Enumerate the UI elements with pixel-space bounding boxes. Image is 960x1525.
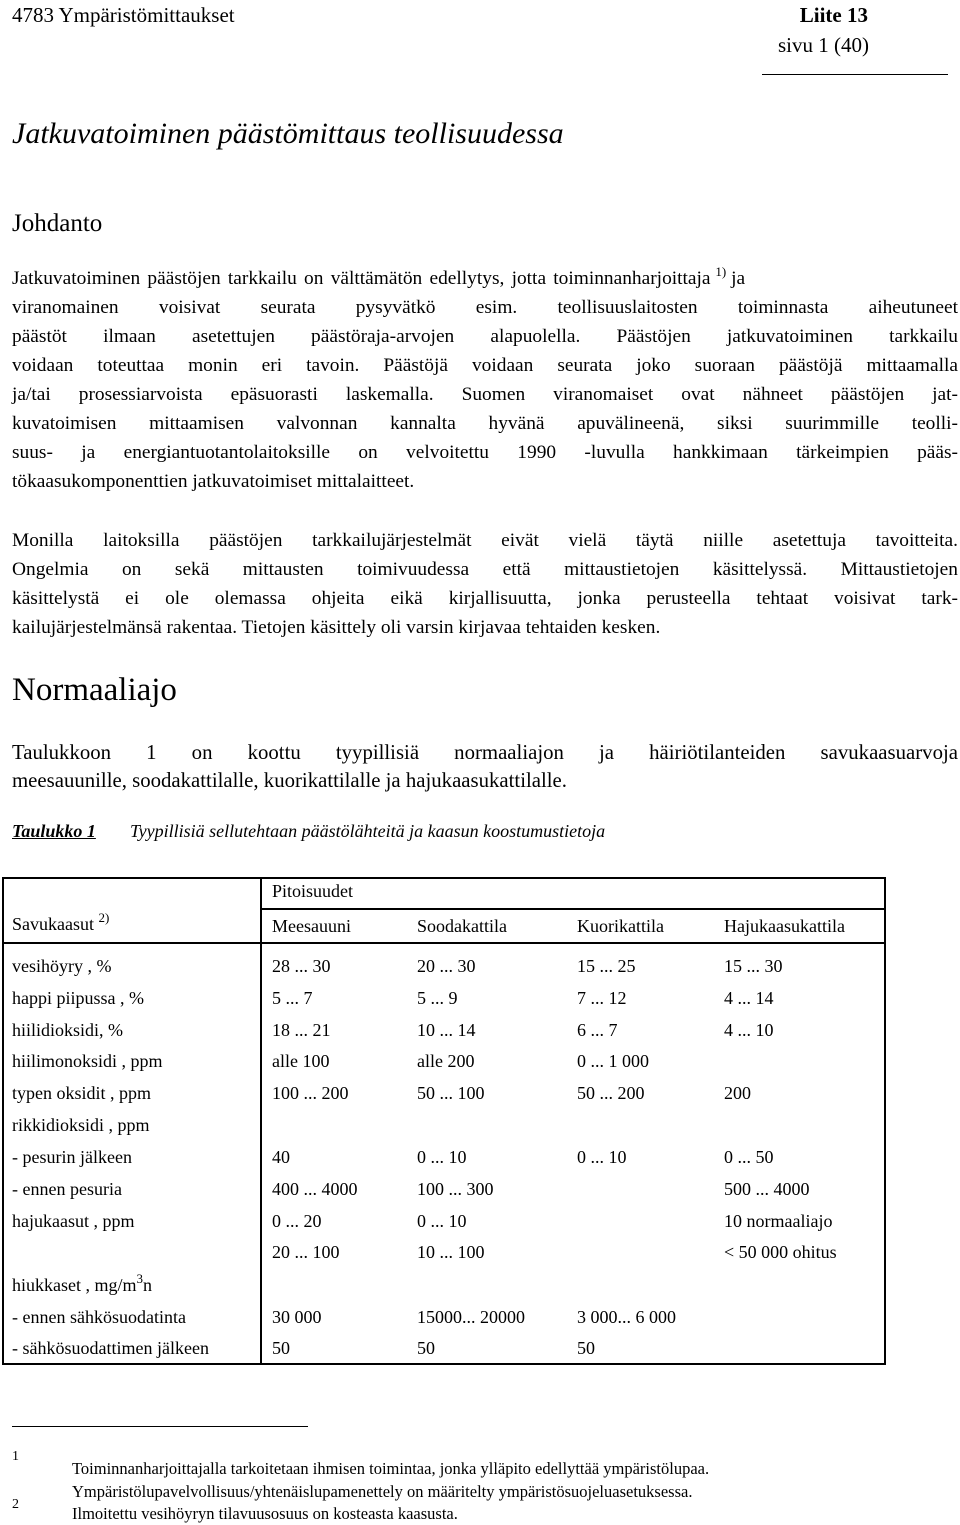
paragraph-line: voidaan toteuttaa monin eri tavoin. Päästöjä voidaan seurata joko suoraan päästöjä mittaamalla (12, 355, 958, 376)
page-number: sivu 1 (40) (778, 33, 869, 57)
table-cell: < 50 000 ohitus (724, 1242, 837, 1262)
table-cell: 500 ... 4000 (724, 1179, 810, 1199)
appendix-label: Liite 13 (799, 3, 868, 27)
table-cell: 5 ... 9 (417, 988, 458, 1008)
table-cell: 40 (272, 1147, 290, 1167)
paragraph-line: Jatkuvatoiminen päästöjen tarkkailu on välttämätön edellytys, jotta toiminnanharjoittaja $^{1)}$ ja (12, 264, 746, 289)
report-title: 4783 Ympäristömittaukset (12, 3, 235, 27)
table-cell: 0 ... 10 (577, 1147, 627, 1167)
table-cell: 18 ... 21 (272, 1020, 331, 1040)
table-cell: 200 (724, 1083, 751, 1103)
table-cell: 4 ... 10 (724, 1020, 774, 1040)
table-cell: 10 normaaliajo (724, 1211, 833, 1231)
table-bottom-rule (2, 1363, 886, 1365)
intro-paragraph-1 (12, 264, 958, 496)
paragraph-line: käsittelystä ei ole olemassa ohjeita eikä kirjallisuutta, jonka perusteella tehtaat voisivat tark- (12, 588, 958, 609)
column-header-hajukaasukattila: Hajukaasukattila (724, 916, 845, 936)
table-cell: 0 ... 20 (272, 1211, 322, 1231)
table-cell: 6 ... 7 (577, 1020, 618, 1040)
normal-paragraph (12, 739, 958, 795)
row-label: hiukkaset , $mg/m^3n$ (12, 1271, 152, 1295)
column-header-kuorikattila: Kuorikattila (577, 916, 664, 936)
row-label: hiilimonoksidi , ppm (12, 1051, 163, 1071)
paragraph-line: suus- ja energiantuotantolaitoksille on velvoitettu 1990 -luvulla hankkimaan tärkeimpien pääs- (12, 442, 958, 463)
paragraph-line: kailujärjestelmänsä rakentaa. Tietojen käsittely oli varsin kirjavaa tehtaiden kesken. (12, 617, 661, 638)
table-cell: 10 ... 14 (417, 1020, 476, 1040)
table-cell: 20 ... 30 (417, 956, 476, 976)
footnote-text: Ympäristölupavelvollisuus/yhtenäislupamenettely on määritelty ympäristösuojeluasetuksessa. (72, 1482, 693, 1501)
section-heading-normal: Normaaliajo (12, 672, 177, 708)
table-cell: alle 200 (417, 1051, 475, 1071)
table-cell: 50 ... 100 (417, 1083, 485, 1103)
paragraph-line: tökaasukomponenttien jatkuvatoimiset mittalaitteet. (12, 471, 415, 492)
table-cell: 15000... 20000 (417, 1307, 525, 1327)
paragraph-line: Ongelmia on sekä mittausten toimivuudessa että mittaustietojen käsittelyssä. Mittaustietojen (12, 559, 958, 580)
table-cell: 5 ... 7 (272, 988, 313, 1008)
table-right-border (884, 877, 886, 1365)
row-label: vesihöyry , % (12, 956, 112, 976)
table-cell: 0 ... 50 (724, 1147, 774, 1167)
table-cell: 30 000 (272, 1307, 322, 1327)
table-row-header: Savukaasut $^{2)}$ (12, 910, 110, 934)
row-label: happi piipussa , % (12, 988, 144, 1008)
table-cell: 50 ... 200 (577, 1083, 645, 1103)
paragraph-line: ja/tai prosessiarvoista epäsuorasti laskemalla. Suomen viranomaiset ovat nähneet päästöjen jat- (12, 384, 958, 405)
table-cell: 100 ... 200 (272, 1083, 349, 1103)
table-cell: 7 ... 12 (577, 988, 627, 1008)
page-title: Jatkuvatoiminen päästömittaus teollisuudessa (12, 117, 564, 150)
table-caption-label: Taulukko 1 (12, 821, 96, 841)
paragraph-line: kuvatoimisen mittaamisen valvonnan kannalta hyvänä apuvälineenä, siksi suurimmille teolli- (12, 413, 958, 434)
intro-paragraph-2 (12, 526, 958, 642)
table-cell: 0 ... 10 (417, 1147, 467, 1167)
column-header-meesauuni: Meesauuni (272, 916, 351, 936)
row-label: rikkidioksidi , ppm (12, 1115, 150, 1135)
row-label: hajukaasut , ppm (12, 1211, 135, 1231)
table-cell: 15 ... 25 (577, 956, 636, 976)
paragraph-line: meesauunille, soodakattilalle, kuorikattilalle ja hajukaasukattilalle. (12, 769, 567, 792)
column-header-soodakattila: Soodakattila (417, 916, 507, 936)
table-cell: 10 ... 100 (417, 1242, 485, 1262)
table-cell: 50 (417, 1338, 435, 1358)
table-group-rule (260, 908, 886, 910)
table-cell: 100 ... 300 (417, 1179, 494, 1199)
table-caption-text: Tyypillisiä sellutehtaan päästölähteitä ja kaasun koostumustietoja (130, 821, 606, 841)
table-column-divider (260, 877, 262, 1365)
footnote-number: 2 (12, 1497, 19, 1512)
footnote-text: Ilmoitettu vesihöyryn tilavuusosuus on kosteasta kaasusta. (72, 1504, 458, 1523)
table-cell: alle 100 (272, 1051, 330, 1071)
table-cell: 400 ... 4000 (272, 1179, 358, 1199)
table-cell: 3 000... 6 000 (577, 1307, 676, 1327)
paragraph-line: Monilla laitoksilla päästöjen tarkkailujärjestelmät eivät vielä täytä niille asetettuja tavoitteita. (12, 530, 958, 551)
section-heading-intro: Johdanto (12, 210, 103, 237)
row-label: - ennen sähkösuodatinta (12, 1307, 186, 1327)
table-top-rule (2, 877, 886, 879)
row-label: typen oksidit , ppm (12, 1083, 151, 1103)
table-cell: 50 (272, 1338, 290, 1358)
table-cell: 4 ... 14 (724, 988, 774, 1008)
table-cell: 0 ... 1 000 (577, 1051, 649, 1071)
header-rule (762, 74, 948, 75)
row-label: - ennen pesuria (12, 1179, 122, 1199)
paragraph-line: Taulukkoon 1 on koottu tyypillisiä normaaliajon ja häiriötilanteiden savukaasuarvoja (12, 741, 958, 764)
table-cell: 20 ... 100 (272, 1242, 340, 1262)
table-group-header: Pitoisuudet (272, 881, 354, 901)
table-header-rule (2, 942, 886, 944)
row-label: - pesurin jälkeen (12, 1147, 132, 1167)
row-label: hiilidioksidi, % (12, 1020, 124, 1040)
paragraph-line: päästöt ilmaan asetettujen päästöraja-arvojen alapuolella. Päästöjen jatkuvatoiminen tarkkailu (12, 326, 958, 347)
row-label: - sähkösuodattimen jälkeen (12, 1338, 209, 1358)
table-cell: 28 ... 30 (272, 956, 331, 976)
footnote-number: 1 (12, 1449, 19, 1464)
paragraph-line: viranomainen voisivat seurata pysyvätkö esim. teollisuuslaitosten toiminnasta aiheutuneet (12, 297, 958, 318)
table-cell: 50 (577, 1338, 595, 1358)
footnote-rule (12, 1426, 308, 1427)
table-cell: 0 ... 10 (417, 1211, 467, 1231)
footnote-text: Toiminnanharjoittajalla tarkoitetaan ihmisen toimintaa, jonka ylläpito edellyttää ympäristölupaa. (72, 1459, 710, 1478)
table-cell: 15 ... 30 (724, 956, 783, 976)
table-left-border (2, 877, 4, 1365)
